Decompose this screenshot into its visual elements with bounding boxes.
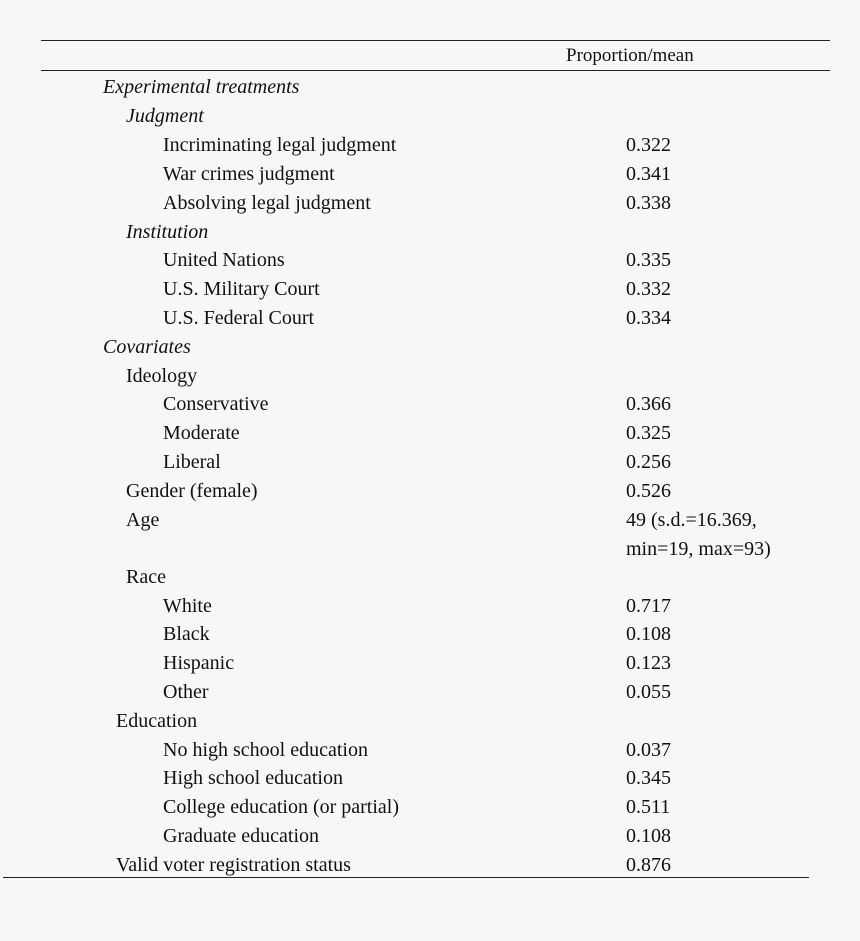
subsection-label: Race [126, 566, 166, 588]
row-label: White [163, 595, 212, 617]
section-row [0, 73, 860, 102]
row-value: 0.526 [626, 480, 671, 502]
top-rule [41, 40, 830, 41]
row-value: 0.322 [626, 134, 671, 156]
table-row [0, 678, 860, 707]
row-label: High school education [163, 767, 343, 789]
row-value: 0.511 [626, 796, 671, 818]
row-label: College education (or partial) [163, 796, 400, 818]
table-row [0, 448, 860, 477]
subsection-label: Judgment [126, 105, 204, 127]
row-value: 0.256 [626, 451, 671, 473]
row-value: 0.055 [626, 681, 671, 703]
table-row [0, 851, 860, 880]
subsection-row [0, 218, 860, 247]
row-value: 0.876 [626, 854, 671, 876]
section-row [0, 333, 860, 362]
table-row [0, 189, 860, 218]
table-row [0, 390, 860, 419]
row-label: Conservative [163, 393, 269, 415]
row-value: 0.108 [626, 825, 671, 847]
table-row [0, 649, 860, 678]
table-row [0, 160, 860, 189]
table-row [0, 419, 860, 448]
row-value: 0.345 [626, 767, 671, 789]
table-row [0, 477, 860, 506]
row-value-continued: min=19, max=93) [626, 538, 771, 560]
section-label: Covariates [103, 336, 191, 358]
row-label: Gender (female) [126, 480, 258, 502]
row-value: 0.366 [626, 393, 671, 415]
header-rule [41, 70, 830, 71]
row-value: 0.338 [626, 192, 671, 214]
table-row [0, 822, 860, 851]
row-value: 0.108 [626, 623, 671, 645]
table-row [0, 764, 860, 793]
subsection-label: Ideology [126, 365, 198, 387]
row-label: Absolving legal judgment [163, 192, 371, 214]
row-label: No high school education [163, 739, 368, 761]
row-value: 0.325 [626, 422, 671, 444]
row-label: Other [163, 681, 209, 703]
row-label: Valid voter registration status [116, 854, 351, 876]
row-value: 0.717 [626, 595, 671, 617]
table-row [0, 793, 860, 822]
row-label: War crimes judgment [163, 163, 335, 185]
row-label: Hispanic [163, 652, 235, 674]
row-value: 0.341 [626, 163, 671, 185]
subsection-label: Education [116, 710, 198, 732]
subsection-row [0, 102, 860, 131]
row-value: 0.332 [626, 278, 671, 300]
row-label: U.S. Military Court [163, 278, 320, 300]
row-value: 0.123 [626, 652, 671, 674]
row-value: 0.037 [626, 739, 671, 761]
table-row [0, 506, 860, 564]
row-label: Moderate [163, 422, 240, 444]
row-label: Liberal [163, 451, 221, 473]
table-row [0, 131, 860, 160]
row-value: 0.335 [626, 249, 671, 271]
subsection-label: Institution [126, 221, 209, 243]
subsection-row [0, 707, 860, 736]
subsection-row [0, 563, 860, 592]
row-label: Black [163, 623, 210, 645]
row-value: 0.334 [626, 307, 671, 329]
table-row [0, 275, 860, 304]
table-row [0, 620, 860, 649]
row-label: U.S. Federal Court [163, 307, 315, 329]
table-row [0, 736, 860, 765]
section-label: Experimental treatments [103, 76, 300, 98]
table-row [0, 592, 860, 621]
table-row [0, 304, 860, 333]
row-label: Graduate education [163, 825, 320, 847]
row-value: 49 (s.d.=16.369, [626, 509, 757, 531]
row-label: Incriminating legal judgment [163, 134, 397, 156]
subsection-row [0, 362, 860, 391]
row-label: United Nations [163, 249, 285, 271]
table-row [0, 246, 860, 275]
row-label: Age [126, 509, 160, 531]
column-header: Proportion/mean [566, 45, 694, 66]
bottom-rule [3, 877, 809, 878]
